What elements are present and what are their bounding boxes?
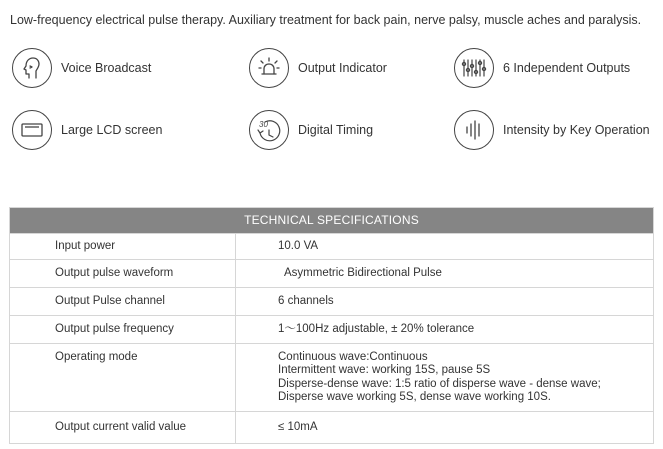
intro-text: Low-frequency electrical pulse therapy. Auxiliary treatment for back pain, nerve palsy, muscle aches and paralysis. [10, 13, 642, 27]
spec-row-operating-mode [10, 343, 653, 411]
operating-mode-line: Disperse-dense wave: 1:5 ratio of disperse wave - dense wave; [278, 377, 601, 390]
feature-label: Digital Timing [298, 123, 374, 137]
spec-value: 6 channels [278, 295, 334, 307]
intensity-bars-icon [454, 110, 494, 150]
spec-value: 10.0 VA [278, 240, 319, 252]
spec-value: Asymmetric Bidirectional Pulse [284, 267, 442, 279]
feature-label: Voice Broadcast [61, 61, 152, 75]
lcd-screen-icon [12, 110, 52, 150]
feature-intensity-by-key [454, 110, 650, 150]
spec-row-input-power [10, 233, 653, 259]
spec-key: Input power [10, 234, 236, 259]
spec-table [9, 207, 654, 444]
feature-6-independent-outputs [454, 48, 630, 88]
spec-table-title: TECHNICAL SPECIFICATIONS [10, 208, 653, 233]
timer-30-icon [249, 110, 289, 150]
feature-label: Output Indicator [298, 61, 387, 75]
feature-digital-timing [249, 110, 373, 150]
spec-row-output-pulse-frequency [10, 315, 653, 343]
feature-label: Intensity by Key Operation [503, 123, 650, 137]
spec-row-output-current [10, 411, 653, 443]
feature-label: 6 Independent Outputs [503, 61, 631, 75]
spec-row-output-pulse-waveform [10, 259, 653, 287]
alarm-light-icon [249, 48, 289, 88]
operating-mode-line: Continuous wave:Continuous [278, 351, 428, 363]
feature-large-lcd-screen [12, 110, 162, 150]
spec-value-multiline [236, 344, 653, 411]
voice-head-icon [12, 48, 52, 88]
sliders-icon [454, 48, 494, 88]
spec-row-output-pulse-channel [10, 287, 653, 315]
timer-icon-text: 30 [259, 120, 268, 129]
spec-key: Output pulse frequency [10, 316, 236, 343]
spec-value: 1～100Hz adjustable, ± 20% tolerance [278, 323, 475, 335]
operating-mode-line: Disperse wave working 5S, dense wave working 10S. [278, 391, 551, 404]
spec-key: Output Pulse channel [10, 288, 236, 315]
spec-key: Output current valid value [10, 412, 236, 443]
spec-key: Output pulse waveform [10, 260, 236, 287]
feature-label: Large LCD screen [61, 123, 163, 137]
spec-value: ≤ 10mA [278, 421, 318, 433]
feature-output-indicator [249, 48, 387, 88]
operating-mode-line: Intermittent wave: working 15S, pause 5S [278, 364, 491, 377]
feature-voice-broadcast [12, 48, 151, 88]
spec-key: Operating mode [10, 344, 236, 411]
